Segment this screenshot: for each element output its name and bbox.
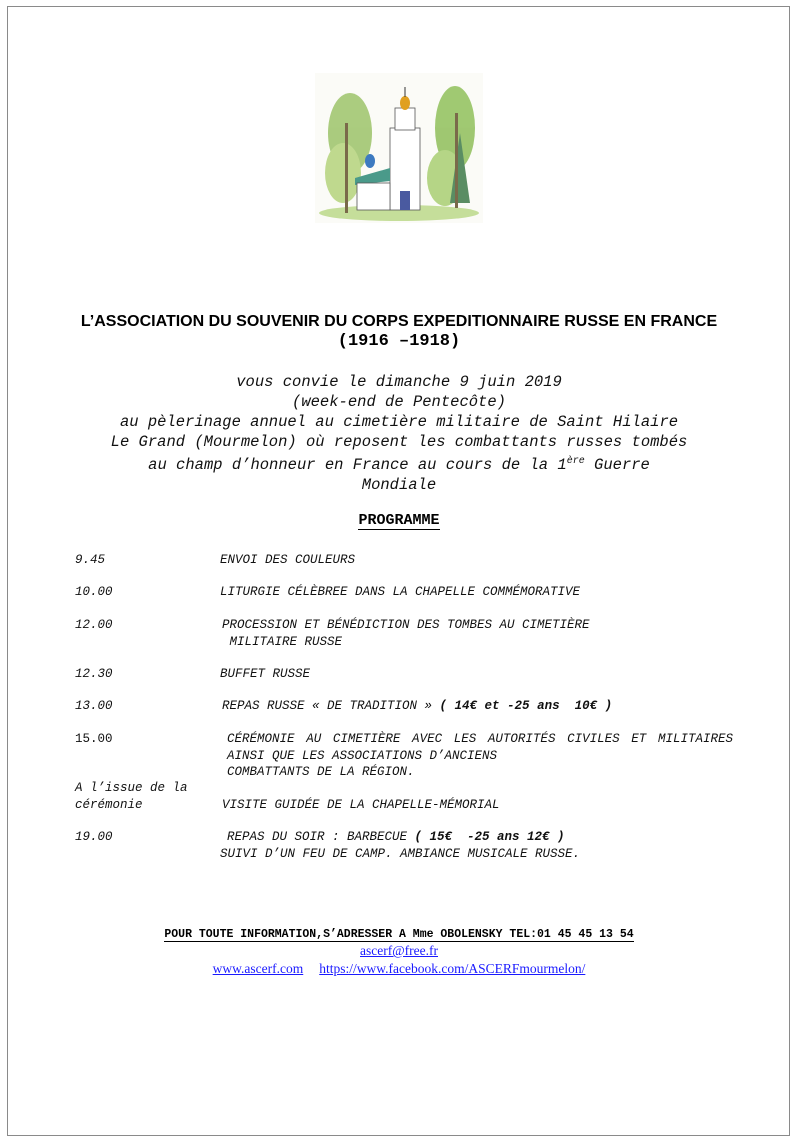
- item-text-part: REPAS RUSSE « DE TRADITION »: [222, 699, 440, 713]
- item-time: [75, 780, 225, 813]
- item-text: [227, 731, 733, 781]
- years-title: (1916 –1918): [337, 332, 461, 351]
- item-time: 12.30: [75, 667, 113, 681]
- item-text: VISITE GUIDÉE DE LA CHAPELLE-MÉMORIAL: [222, 797, 500, 812]
- facebook-link[interactable]: https://www.facebook.com/ASCERFmourmelon/: [319, 961, 586, 976]
- invitation-line: Mondiale: [361, 476, 437, 495]
- invitation-line: vous convie le dimanche 9 juin 2019: [236, 373, 562, 391]
- item-time: 9.45: [75, 553, 106, 567]
- item-price: ( 14€ et -25 ans 10€ ): [439, 699, 613, 713]
- invitation-line: (week-end de Pentecôte): [292, 393, 506, 411]
- item-time: 10.00: [75, 585, 113, 599]
- item-text: BUFFET RUSSE: [220, 667, 311, 681]
- programme-heading: [0, 512, 798, 529]
- item-text-line: COMBATTANTS DE LA RÉGION.: [227, 765, 415, 779]
- invitation-text: [0, 372, 798, 495]
- chapel-illustration: [315, 73, 483, 223]
- item-text-part: REPAS DU SOIR : BARBECUE: [227, 830, 415, 844]
- email-link[interactable]: ascerf@free.fr: [360, 943, 438, 958]
- item-text-line: PROCESSION ET BÉNÉDICTION DES TOMBES AU CIMETIÈRE: [222, 618, 590, 632]
- item-time: 13.00: [75, 699, 113, 713]
- invitation-line: Le Grand (Mourmelon) où reposent les combattants russes tombés: [110, 433, 688, 451]
- contact-info-text: POUR TOUTE INFORMATION,S’ADRESSER A Mme OBOLENSKY TEL:01 45 45 13 54: [164, 928, 634, 941]
- item-text: ENVOI DES COULEURS: [220, 553, 356, 567]
- superscript: ère: [566, 456, 585, 467]
- invitation-line: [0, 452, 798, 475]
- item-text-line: MILITAIRE RUSSE: [222, 634, 343, 649]
- item-time-line: A l’issue de la: [75, 781, 188, 795]
- invitation-text-part: Guerre: [584, 456, 650, 475]
- item-text: [222, 698, 612, 715]
- item-time: 15.00: [75, 732, 113, 746]
- item-price: ( 15€ -25 ans 12€ ): [414, 830, 565, 844]
- item-text-line: SUIVI D’UN FEU DE CAMP. AMBIANCE MUSICALE RUSSE.: [220, 846, 581, 861]
- item-text: [220, 829, 580, 862]
- item-time: 19.00: [75, 830, 113, 844]
- invitation-line: au pèlerinage annuel au cimetière militaire de Saint Hilaire: [119, 413, 679, 431]
- item-time-line: cérémonie: [75, 797, 143, 812]
- contact-info: [0, 928, 798, 941]
- invitation-text-part: au champ d’honneur en France au cours de la 1: [148, 456, 567, 475]
- website-link[interactable]: www.ascerf.com: [212, 961, 304, 976]
- association-title: L’ASSOCIATION DU SOUVENIR DU CORPS EXPEDITIONNAIRE RUSSE EN FRANCE: [80, 313, 718, 330]
- item-text-line: CÉRÉMONIE AU CIMETIÈRE AVEC LES AUTORITÉS CIVILES ET MILITAIRES AINSI QUE LES ASSOCIATIONS D’ANCIENS: [227, 732, 733, 763]
- item-text: [222, 617, 590, 650]
- item-time: 12.00: [75, 618, 113, 632]
- web-links-row: [0, 960, 798, 978]
- email-row: [0, 942, 798, 960]
- item-text: LITURGIE CÉLÈBREE DANS LA CHAPELLE COMMÉMORATIVE: [220, 585, 581, 599]
- programme-heading-text: PROGRAMME: [358, 512, 440, 529]
